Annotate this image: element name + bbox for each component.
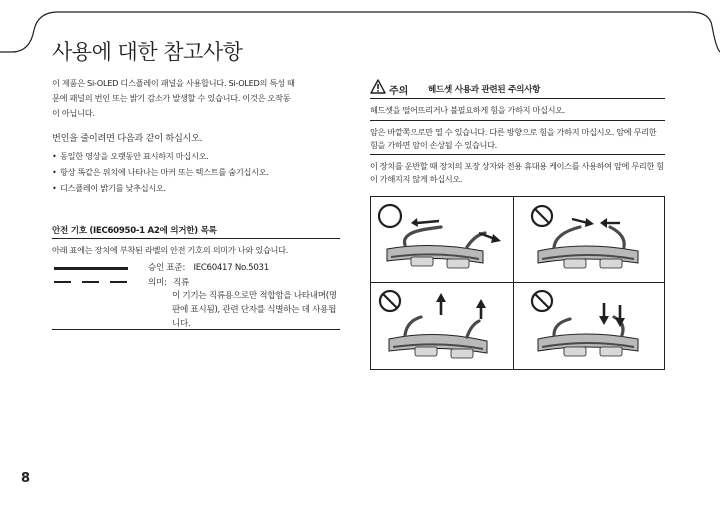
meaning-row <box>148 276 189 288</box>
list-item: • 디스플레이 밝기를 낮추십시오. <box>52 180 269 196</box>
list-item: • 동일한 영상을 오랫동안 표시하지 마십시오. <box>52 148 269 164</box>
meaning-label: 의미: <box>148 278 167 288</box>
page-number: 8 <box>21 471 31 486</box>
circle-ok-icon <box>379 205 401 227</box>
caution-paragraph: 이 장치를 운반할 때 장치의 포장 상자와 전용 휴대용 케이스를 사용하여 암에 무리한 힘이 가해지지 않게 하십시오. <box>370 161 664 184</box>
arrow-upward-right <box>476 299 486 319</box>
caution-triangle-icon <box>370 79 386 94</box>
burn-in-heading: 번인을 줄이려면 다음과 같이 하십시오. <box>52 133 203 144</box>
headset-handling-figures <box>370 196 665 370</box>
headset-illustration <box>538 227 638 268</box>
intro-text <box>52 76 344 121</box>
arrow-upward-left <box>436 293 446 315</box>
dc-symbol-dash <box>54 281 71 283</box>
divider <box>370 120 665 121</box>
caution-paragraph: 암은 바깥쪽으로만 열 수 있습니다. 다른 방향으로 힘을 가하지 마십시오. 암에 무리한 힘을 가하면 암이 손상될 수 있습니다. <box>370 127 657 150</box>
caution-header <box>370 79 665 99</box>
divider <box>52 329 340 330</box>
headset-illustration <box>387 227 485 268</box>
arrow-downward-right <box>615 305 625 327</box>
intro-line: 이 제품은 Si-OLED 디스플레이 패널을 사용합니다. Si-OLED의 특성 때 <box>52 78 295 88</box>
figure-push-arms-downward <box>514 283 665 369</box>
arrow-downward-left <box>599 303 609 325</box>
intro-line: 이 아닙니다. <box>52 108 95 118</box>
burn-in-list <box>52 148 269 196</box>
dc-symbol-dash <box>110 281 127 283</box>
standard-row <box>148 261 269 273</box>
headset-illustration <box>538 317 638 356</box>
no-entry-icon <box>380 291 400 311</box>
headset-illustration <box>389 317 487 358</box>
arrow-outward-left <box>411 218 439 227</box>
meaning-value: 직류 <box>173 278 190 288</box>
arrow-outward-right <box>479 233 501 243</box>
no-entry-icon <box>532 291 552 311</box>
figure-fold-arms-inward <box>514 197 665 282</box>
divider <box>52 238 340 239</box>
caution-label: 주의 <box>389 86 409 97</box>
no-entry-icon <box>532 206 552 226</box>
caution-paragraph: 헤드셋을 떨어뜨리거나 불필요하게 힘을 가하지 마십시오. <box>370 105 565 115</box>
figure-lift-arms-upward <box>371 283 513 369</box>
figure-open-arms-outward <box>371 197 513 282</box>
standard-label: 승인 표준: <box>148 263 186 273</box>
list-item: • 항상 똑같은 위치에 나타나는 마커 또는 텍스트를 숨기십시오. <box>52 164 269 180</box>
dc-symbol-dash <box>82 281 99 283</box>
intro-line: 문에 패널의 번인 또는 밝기 감소가 발생할 수 있습니다. 이것은 오작동 <box>52 93 291 103</box>
page-title: 사용에 대한 참고사항 <box>52 40 243 64</box>
safety-symbols-title: 안전 기호 (IEC60950-1 A2에 의거한) 목록 <box>52 226 217 236</box>
dc-symbol-solid-line <box>54 267 128 270</box>
meaning-note: 이 기기는 직류용으로만 적합함을 나타내며(명판에 표시됨), 관련 단자를 식별하는 데 사용됩니다. <box>172 291 337 329</box>
divider <box>370 154 665 155</box>
arrow-inward-left <box>572 218 594 227</box>
standard-value: IEC60417 No.5031 <box>193 263 269 273</box>
safety-symbols-description: 아래 표에는 장치에 부착된 라벨의 안전 기호의 의미가 나와 있습니다. <box>52 245 289 255</box>
divider <box>370 98 665 99</box>
caution-title: 헤드셋 사용과 관련된 주의사항 <box>428 85 541 95</box>
